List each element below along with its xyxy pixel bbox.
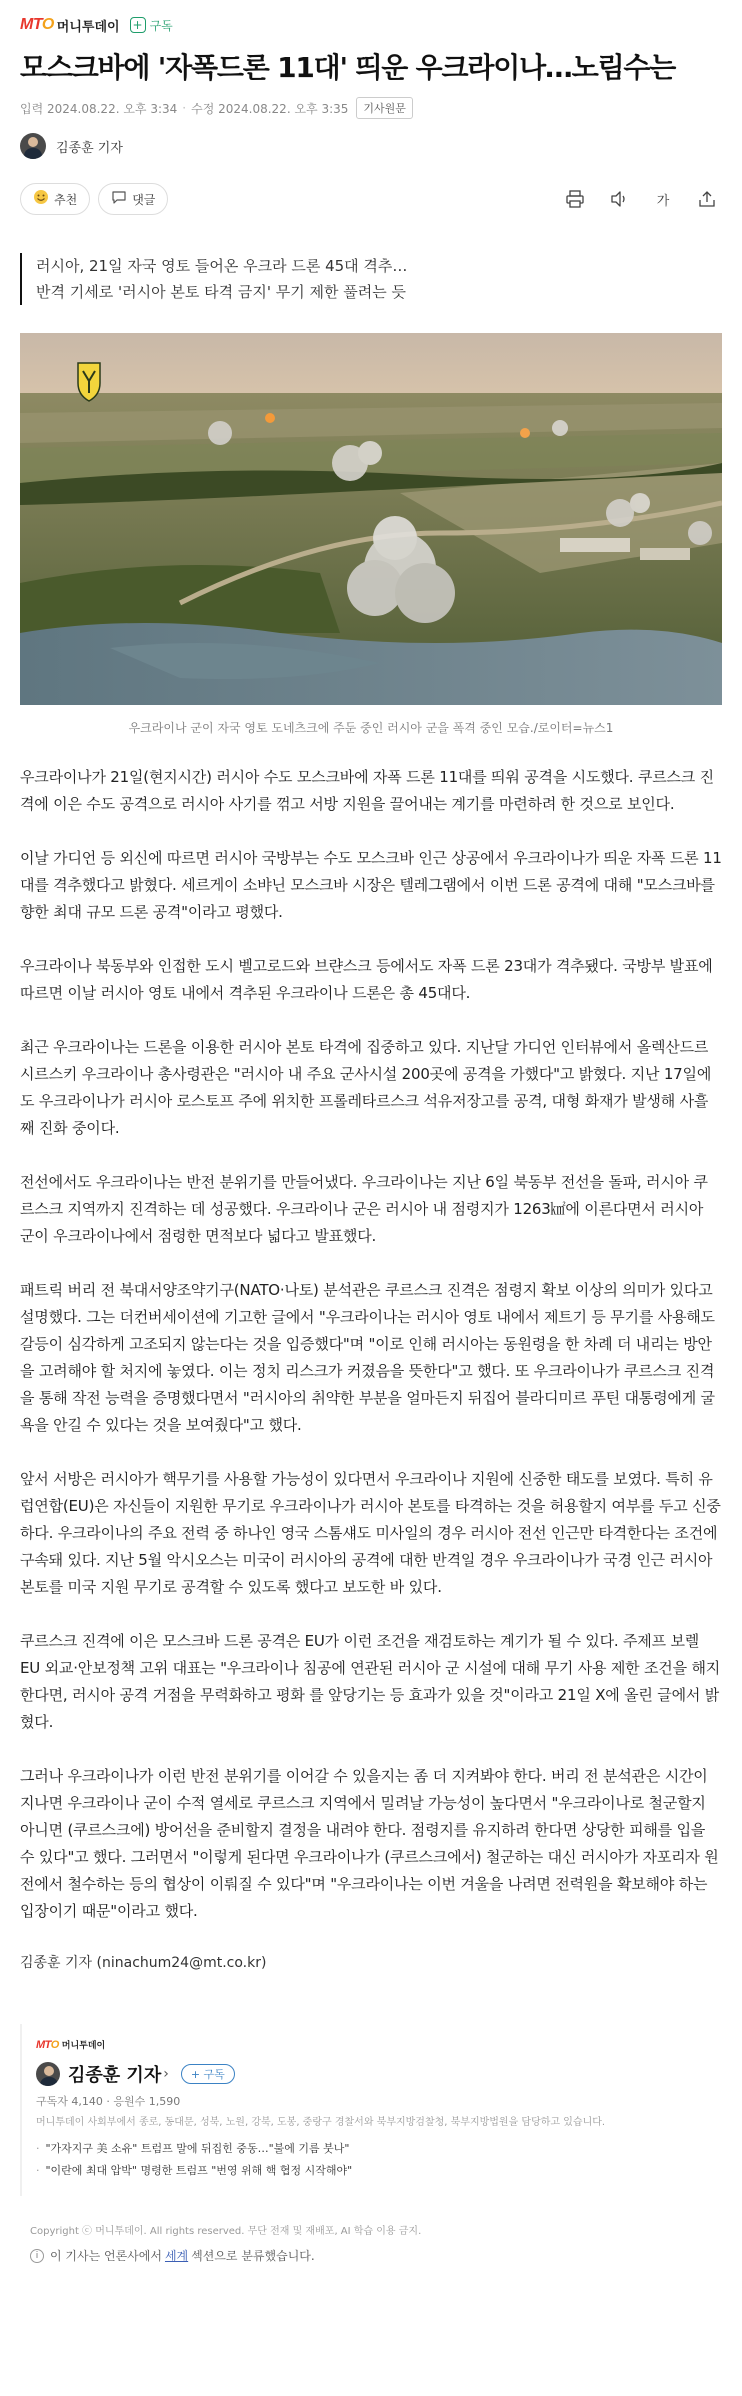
- article-paragraph: 최근 우크라이나는 드론을 이용한 러시아 본토 타격에 집중하고 있다. 지난달 가디언 인터뷰에서 올렉산드르 시르스키 우크라이나 총사령관은 "러시아 내 주요 군사시설 200곳에 공격을 가했다"고 밝혔다. 지난 17일에도 우크라이나가 러시아 로스토프 주에 위치한 프롤레타르스크 석유저장고를 공격, 대형 화재가 발생해 사흘째 진화 중이다.: [20, 1038, 712, 1137]
- drone-strike-photo: [20, 333, 722, 705]
- brand-logo: [36, 2039, 59, 2051]
- modified-time: 수정 2024.08.22. 오후 3:35: [191, 101, 349, 116]
- category-link[interactable]: 세계: [164, 2249, 189, 2263]
- article-paragraph: 우크라이나가 21일(현지시간) 러시아 수도 모스크바에 자폭 드론 11대를 띄워 공격을 시도했다. 쿠르스크 진격에 이은 수도 공격으로 러시아 사기를 꺾고 서방 지원을 끌어내는 계기를 마련하려 한 것으로 보인다.: [20, 768, 714, 813]
- comment-icon: [111, 189, 127, 209]
- avatar[interactable]: [20, 133, 46, 159]
- smile-icon: [33, 189, 49, 209]
- font-size-icon[interactable]: [652, 188, 674, 210]
- comment-button[interactable]: [98, 183, 168, 215]
- logo-mt-text: MT: [20, 16, 42, 33]
- article-meta: [20, 97, 722, 119]
- card-reporter-name[interactable]: 김종훈 기자: [68, 2065, 162, 2086]
- action-row: [20, 181, 722, 217]
- article-paragraph: 그러나 우크라이나가 이런 반전 분위기를 이어갈 수 있을지는 좀 더 지켜봐야 한다. 버리 전 분석관은 시간이 지나면 우크라이나 군이 수적 열세로 쿠르스크 지역에서 밀려날 가능성이 높다면서 "우크라이나로 철군할지 아니면 (쿠르스크에) 방어선을 준비할지 결정을 내려야 한다. 점령지를 유지하려 한다면 상당한 피해를 입을 수 있다"고 했다. 그러면서 "이렇게 된다면 우크라이나가 (쿠르스크에서) 철군하는 대신 러시아가 자포리자 원전에서 철수하는 등의 협상이 이뤄질 수 있다"며 "우크라이나는 이번 겨울을 나려면 전력원을 확보해야 하는 입장이기 때문"이라고 했다.: [20, 1767, 719, 1920]
- card-subscribe-button[interactable]: + 구독: [181, 2064, 235, 2084]
- recommend-button[interactable]: [20, 183, 90, 215]
- article-title: 모스크바에 '자폭드론 11대' 띄운 우크라이나…노림수는: [20, 51, 676, 84]
- card-brand-name: 머니투데이: [61, 2041, 106, 2051]
- logo-o-text: O: [50, 2038, 59, 2051]
- article-summary: [20, 253, 722, 305]
- article-body: [20, 764, 722, 1925]
- font-size-label: 가: [656, 193, 670, 209]
- reporter-card: [20, 2024, 708, 2196]
- category-note: [30, 2247, 722, 2264]
- article-footer: [20, 2222, 722, 2264]
- meta-separator: ·: [182, 101, 187, 115]
- related-article-link[interactable]: · "가자지구 美 소유" 트럼프 말에 뒤집힌 중동…"불에 기름 붓나": [36, 2138, 694, 2160]
- brand-logo[interactable]: [20, 16, 54, 34]
- print-icon[interactable]: [564, 188, 586, 210]
- article-paragraph: 앞서 서방은 러시아가 핵무기를 사용할 가능성이 있다면서 우크라이나 지원에 신중한 태도를 보였다. 특히 유럽연합(EU)은 자신들이 지원한 무기로 우크라이나가 러시아 본토를 타격하는 것을 허용할지 여부를 두고 신중하다. 우크라이나의 주요 전력 중 하나인 영국 스톰섀도 미사일의 경우 러시아 전선 인근만 타격한다는 조건에 구속돼 있다. 지난 5월 악시오스는 미국이 러시아의 공격에 대한 반격일 경우 우크라이나가 국경 인근 러시아 본토를 미국 지원 무기로 공격할 수 있도록 했다고 보도한 바 있다.: [20, 1470, 721, 1596]
- logo-mt-text: MT: [36, 2038, 51, 2051]
- info-icon: i: [30, 2249, 44, 2263]
- article-paragraph: 전선에서도 우크라이나는 반전 분위기를 만들어냈다. 우크라이나는 지난 6일 북동부 전선을 돌파, 러시아 쿠르스크 지역까지 진격하는 데 성공했다. 우크라이나 군은 러시아 내 점령지가 1263㎢에 이른다면서 러시아 군이 우크라이나에서 점령한 면적보다 넓다고 발표했다.: [20, 1173, 708, 1245]
- brand-name[interactable]: 머니투데이: [56, 19, 120, 35]
- share-icon[interactable]: [696, 188, 718, 210]
- subscribe-button[interactable]: [130, 17, 173, 34]
- plus-icon: +: [130, 17, 146, 33]
- article-paragraph: 우크라이나 북동부와 인접한 도시 벨고로드와 브랸스크 등에서도 자폭 드론 23대가 격추됐다. 국방부 발표에 따르면 이날 러시아 영토 내에서 격추된 우크라이나 드론은 총 45대다.: [20, 957, 713, 1002]
- logo-o-text: O: [41, 16, 54, 33]
- reporter-name[interactable]: 김종훈 기자: [56, 140, 123, 156]
- input-time: 입력 2024.08.22. 오후 3:34: [20, 101, 178, 116]
- card-stats: 구독자 4,140 · 응원수 1,590: [36, 2095, 181, 2108]
- article-photo[interactable]: [20, 333, 722, 705]
- reporter-row[interactable]: [20, 133, 722, 159]
- related-article-link[interactable]: · "이란에 최대 압박" 명령한 트럼프 "번영 위해 핵 협정 시작해야": [36, 2160, 694, 2182]
- avatar[interactable]: [36, 2062, 60, 2086]
- article-paragraph: 패트릭 버리 전 북대서양조약기구(NATO·나토) 분석관은 쿠르스크 진격은 점령지 확보 이상의 의미가 있다고 설명했다. 그는 더컨버세이션에 기고한 글에서 "우크라이나는 러시아 영토 내에서 제트기 등 무기를 사용해도 갈등이 심각하게 고조되지 않는다는 것을 입증했다"며 "이로 인해 러시아는 동원령을 한 차례 더 내리는 방안을 고려해야 할 처지에 놓였다. 이는 정치 리스크가 커졌음을 뜻한다"고 했다. 또 우크라이나가 쿠르스크 진격을 통해 작전 능력을 증명했다면서 "러시아의 취약한 부분을 얼마든지 뒤집어 블라디미르 푸틴 대통령에게 굴욕을 안길 수 있다는 것을 보여줬다"고 했다.: [20, 1281, 715, 1434]
- brand-row: [20, 12, 722, 38]
- origin-article-button[interactable]: 기사원문: [356, 97, 413, 119]
- card-reporter-row: [36, 2061, 694, 2087]
- comment-label: 댓글: [132, 192, 156, 207]
- recommend-label: 추천: [54, 192, 78, 207]
- article-paragraph: 이날 가디언 등 외신에 따르면 러시아 국방부는 수도 모스크바 인근 상공에서 우크라이나가 띄운 자폭 드론 11대를 격추했다고 밝혔다. 세르게이 소뱌닌 모스크바 시장은 텔레그램에서 이번 드론 공격에 대해 "모스크바를 향한 최대 규모 드론 공격"이라고 평했다.: [20, 849, 722, 921]
- card-related-links: [36, 2138, 694, 2182]
- photo-caption: 우크라이나 군이 자국 영토 도네츠크에 주둔 중인 러시아 군을 폭격 중인 모습./로이터=뉴스1: [128, 721, 614, 735]
- article-byline: 김종훈 기자 (ninachum24@mt.co.kr): [20, 1955, 267, 1971]
- summary-line: 러시아, 21일 자국 영토 들어온 우크라 드론 45대 격추…: [36, 257, 408, 275]
- unit-emblem: [78, 363, 100, 401]
- article-paragraph: 쿠르스크 진격에 이은 모스크바 드론 공격은 EU가 이런 조건을 재검토하는 계기가 될 수 있다. 주제프 보렐 EU 외교·안보정책 고위 대표는 "우크라이나 침공에 연관된 러시아 군 시설에 대해 무기 사용 제한 조건을 해지한다면, 러시아 공격 거점을 무력화하고 평화 를 앞당기는 등 효과가 있을 것"이라고 21일 X에 올린 글에서 밝혔다.: [20, 1632, 721, 1731]
- category-prefix: 이 기사는 언론사에서: [50, 2249, 162, 2263]
- copyright: Copyright ⓒ 머니투데이. All rights reserved. 무단 전재 및 재배포, AI 학습 이용 금지.: [30, 2226, 422, 2237]
- article-tools: [564, 188, 722, 210]
- chevron-right-icon[interactable]: ›: [163, 2066, 169, 2082]
- subscribe-label: 구독: [149, 18, 173, 33]
- category-suffix: 섹션으로 분류했습니다.: [191, 2249, 315, 2263]
- card-description: 머니투데이 사회부에서 종로, 동대문, 성북, 노원, 강북, 도봉, 중랑구 경찰서와 북부지방검찰청, 북부지방법원을 담당하고 있습니다.: [36, 2117, 606, 2128]
- card-brand[interactable]: [36, 2038, 694, 2051]
- summary-line: 반격 기세로 '러시아 본토 타격 금지' 무기 제한 풀려는 듯: [36, 283, 406, 301]
- audio-icon[interactable]: [608, 188, 630, 210]
